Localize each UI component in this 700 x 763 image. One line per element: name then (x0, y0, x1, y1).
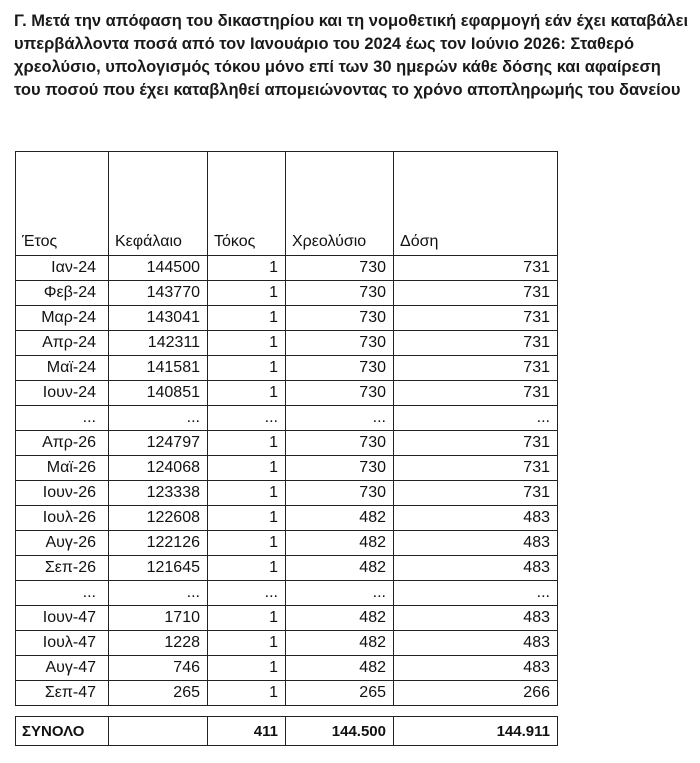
cell-year: Ιουν-47 (16, 606, 109, 631)
cell-principal: 144500 (109, 256, 208, 281)
cell-interest: 1 (208, 681, 286, 706)
cell-interest: 1 (208, 381, 286, 406)
cell-principal: 142311 (109, 331, 208, 356)
totals-row (16, 717, 558, 746)
cell-principal: 124068 (109, 456, 208, 481)
cell-year: Αυγ-47 (16, 656, 109, 681)
cell-year: Μαϊ-24 (16, 356, 109, 381)
cell-amortization: 482 (286, 506, 394, 531)
cell-amortization: 730 (286, 306, 394, 331)
cell-interest: 1 (208, 481, 286, 506)
cell-installment: ... (394, 406, 558, 431)
cell-interest: ... (208, 581, 286, 606)
cell-installment: 483 (394, 556, 558, 581)
cell-amortization: 482 (286, 606, 394, 631)
table-row (16, 681, 558, 706)
cell-installment: 731 (394, 356, 558, 381)
cell-amortization: 730 (286, 431, 394, 456)
cell-interest: 1 (208, 531, 286, 556)
cell-principal: 123338 (109, 481, 208, 506)
cell-principal: 121645 (109, 556, 208, 581)
cell-year: Φεβ-24 (16, 281, 109, 306)
cell-amortization: ... (286, 581, 394, 606)
cell-principal: 143041 (109, 306, 208, 331)
cell-installment: 483 (394, 656, 558, 681)
cell-amortization: 730 (286, 456, 394, 481)
cell-year: ... (16, 406, 109, 431)
table-row (16, 481, 558, 506)
cell-year: Ιουλ-47 (16, 631, 109, 656)
table-row (16, 431, 558, 456)
table-row (16, 256, 558, 281)
cell-interest: 1 (208, 631, 286, 656)
table-row (16, 331, 558, 356)
cell-year: Ιουλ-26 (16, 506, 109, 531)
table-row (16, 381, 558, 406)
cell-installment: 731 (394, 331, 558, 356)
table-row (16, 531, 558, 556)
cell-interest: 1 (208, 256, 286, 281)
cell-principal: 143770 (109, 281, 208, 306)
cell-principal: ... (109, 581, 208, 606)
loan-schedule-table (15, 151, 558, 706)
cell-installment: 731 (394, 381, 558, 406)
cell-year: Σεπ-26 (16, 556, 109, 581)
table-row (16, 356, 558, 381)
cell-installment: 731 (394, 256, 558, 281)
cell-amortization: 730 (286, 481, 394, 506)
cell-principal: 141581 (109, 356, 208, 381)
cell-amortization: 730 (286, 356, 394, 381)
cell-amortization: 265 (286, 681, 394, 706)
cell-installment: 731 (394, 306, 558, 331)
table-header-row (16, 152, 558, 256)
table-row (16, 631, 558, 656)
table-row (16, 556, 558, 581)
cell-principal: 122126 (109, 531, 208, 556)
cell-principal: 1228 (109, 631, 208, 656)
cell-amortization: 730 (286, 381, 394, 406)
cell-year: Ιαν-24 (16, 256, 109, 281)
header-amortization: Χρεολύσιο (286, 152, 394, 256)
cell-amortization: 482 (286, 656, 394, 681)
cell-amortization: 482 (286, 556, 394, 581)
cell-interest: 1 (208, 331, 286, 356)
totals-installment: 144.911 (394, 717, 558, 746)
header-installment: Δόση (394, 152, 558, 256)
totals-label: ΣΥΝΟΛΟ (16, 717, 109, 746)
cell-installment: 483 (394, 506, 558, 531)
cell-principal: 124797 (109, 431, 208, 456)
cell-interest: 1 (208, 606, 286, 631)
cell-interest: 1 (208, 281, 286, 306)
cell-installment: 731 (394, 431, 558, 456)
cell-amortization: 482 (286, 631, 394, 656)
cell-installment: 731 (394, 481, 558, 506)
cell-year: Αυγ-26 (16, 531, 109, 556)
cell-interest: 1 (208, 431, 286, 456)
cell-principal: 746 (109, 656, 208, 681)
cell-year: Απρ-26 (16, 431, 109, 456)
cell-principal: 140851 (109, 381, 208, 406)
cell-year: Μαρ-24 (16, 306, 109, 331)
cell-installment: 483 (394, 606, 558, 631)
cell-installment: 731 (394, 456, 558, 481)
document-heading: Γ. Μετά την απόφαση του δικαστηρίου και τη νομοθετική εφαρμογή εάν έχει καταβάλει υπερβάλλοντα ποσά από τον Ιανουάριο του 2024 έως τον Ιούνιο 2026: Σταθερό χρεολύσιο, υπολογισμός τόκου μόνο επί των 30 ημερών κάθε δόσης και αφαίρεση του ποσού που έχει καταβληθεί απομειώνοντας το χρόνο αποπληρωμής του δανείου (14, 12, 689, 99)
cell-year: ... (16, 581, 109, 606)
cell-installment: 483 (394, 631, 558, 656)
totals-amortization: 144.500 (286, 717, 394, 746)
cell-amortization: 730 (286, 281, 394, 306)
table-row (16, 506, 558, 531)
table-row (16, 306, 558, 331)
cell-interest: 1 (208, 506, 286, 531)
cell-principal: 1710 (109, 606, 208, 631)
cell-interest: 1 (208, 306, 286, 331)
header-interest: Τόκος (208, 152, 286, 256)
cell-interest: 1 (208, 656, 286, 681)
table-row (16, 581, 558, 606)
table-row (16, 406, 558, 431)
cell-interest: 1 (208, 356, 286, 381)
cell-interest: ... (208, 406, 286, 431)
cell-principal: 122608 (109, 506, 208, 531)
totals-table (15, 716, 558, 746)
totals-interest: 411 (208, 717, 286, 746)
cell-installment: 731 (394, 281, 558, 306)
totals-principal (109, 717, 208, 746)
header-year: Έτος (16, 152, 109, 256)
table-row (16, 281, 558, 306)
cell-amortization: ... (286, 406, 394, 431)
cell-year: Ιουν-26 (16, 481, 109, 506)
cell-installment: 483 (394, 531, 558, 556)
cell-installment: 266 (394, 681, 558, 706)
cell-interest: 1 (208, 556, 286, 581)
cell-amortization: 730 (286, 331, 394, 356)
cell-amortization: 482 (286, 531, 394, 556)
cell-principal: 265 (109, 681, 208, 706)
cell-principal: ... (109, 406, 208, 431)
table-row (16, 456, 558, 481)
cell-year: Μαϊ-26 (16, 456, 109, 481)
header-principal: Κεφάλαιο (109, 152, 208, 256)
table-row (16, 606, 558, 631)
cell-amortization: 730 (286, 256, 394, 281)
cell-year: Ιουν-24 (16, 381, 109, 406)
cell-installment: ... (394, 581, 558, 606)
table-row (16, 656, 558, 681)
cell-interest: 1 (208, 456, 286, 481)
cell-year: Σεπ-47 (16, 681, 109, 706)
cell-year: Απρ-24 (16, 331, 109, 356)
